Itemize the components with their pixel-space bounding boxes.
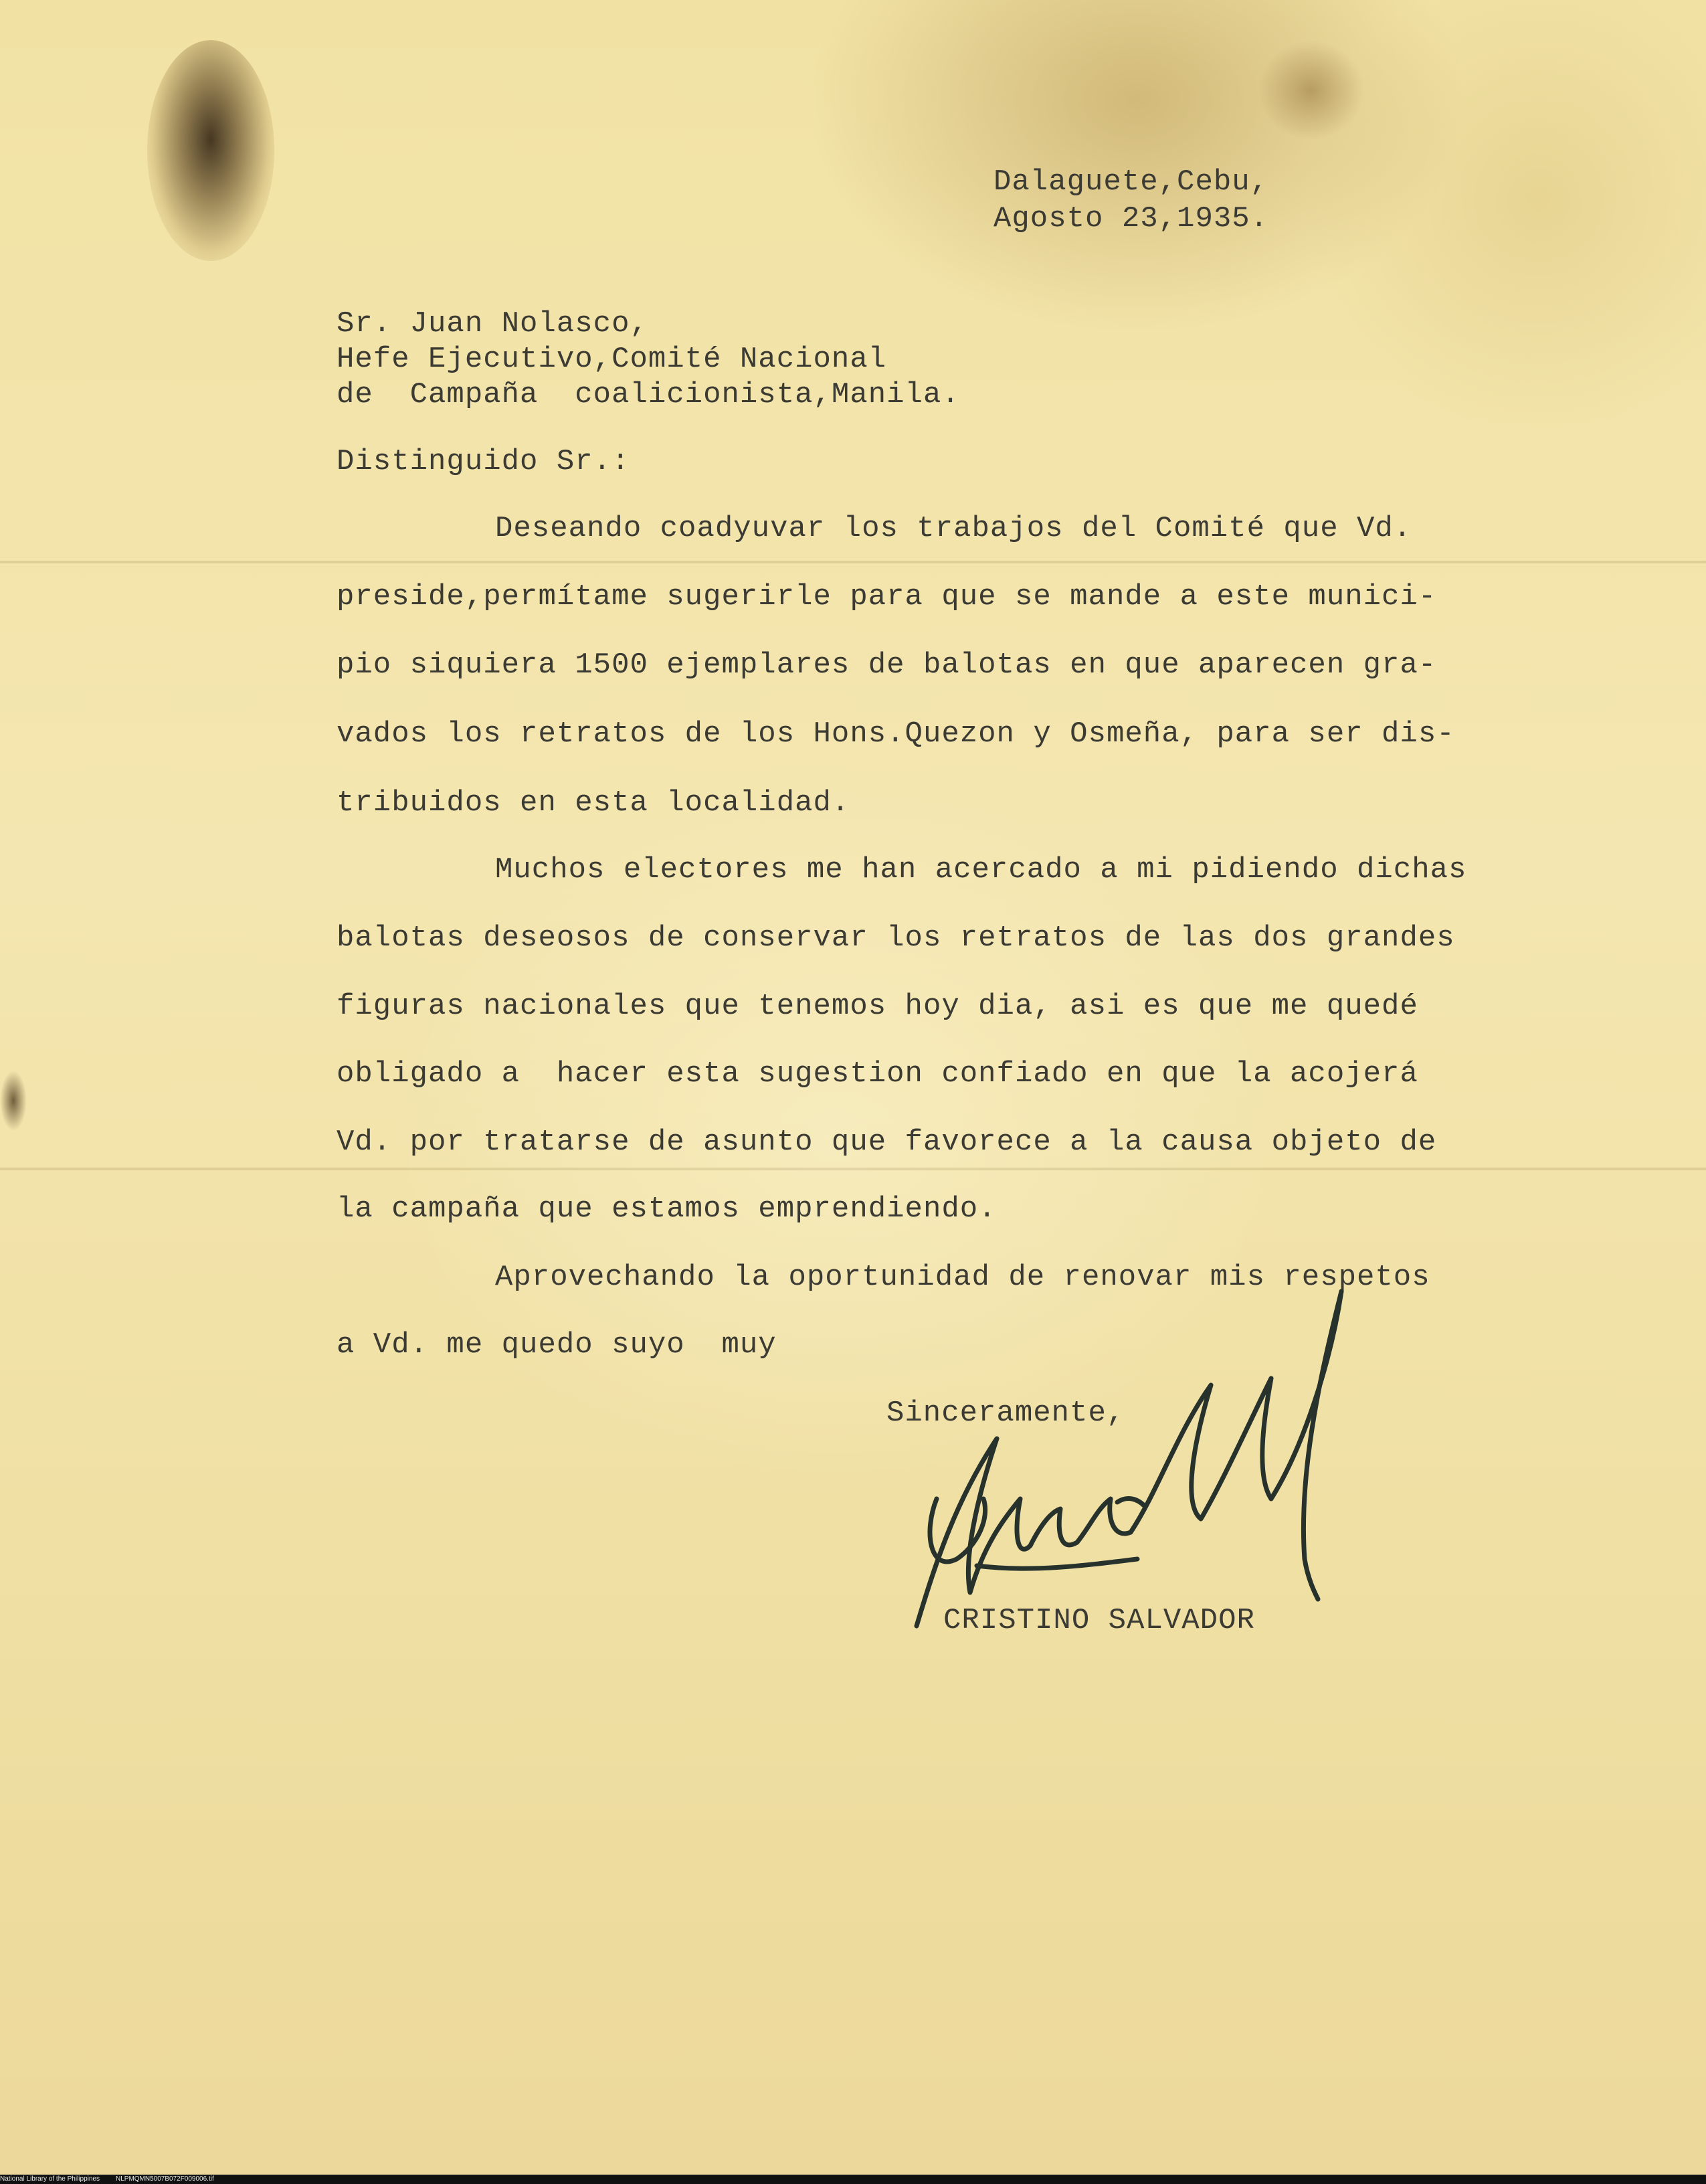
- letter-date: Agosto 23,1935.: [993, 202, 1269, 236]
- salutation: Distinguido Sr.:: [337, 445, 630, 478]
- body-line: balotas deseosos de conservar los retratos de las dos grandes: [337, 921, 1455, 955]
- body-line: pio siquiera 1500 ejemplares de balotas en que aparecen gra-: [337, 648, 1437, 682]
- closing: Sinceramente,: [886, 1396, 1125, 1430]
- footer-institution: National Library of the Philippines: [0, 2175, 100, 2183]
- paper-fold: [0, 561, 1706, 563]
- scan-footer: [0, 2175, 1706, 2184]
- body-line: Aprovechando la oportunidad de renovar mis respetos: [495, 1261, 1430, 1294]
- recipient-line: Hefe Ejecutivo,Comité Nacional: [337, 343, 887, 376]
- footer-file-id: NLPMQMN5007B072F009006.tif: [115, 2175, 214, 2183]
- letter-place: Dalaguete,Cebu,: [993, 165, 1269, 199]
- water-stain: [1258, 40, 1365, 141]
- paper-fold: [0, 1168, 1706, 1170]
- body-line: Muchos electores me han acercado a mi pidiendo dichas: [495, 853, 1467, 887]
- body-line: preside,permítame sugerirle para que se mande a este munici-: [337, 580, 1437, 614]
- body-line: tribuidos en esta localidad.: [337, 786, 850, 820]
- body-line: Deseando coadyuvar los trabajos del Comité que Vd.: [495, 512, 1412, 545]
- body-line: figuras nacionales que tenemos hoy dia, asi es que me quedé: [337, 990, 1418, 1023]
- edge-stain: [0, 1071, 27, 1131]
- recipient-line: Sr. Juan Nolasco,: [337, 307, 648, 341]
- body-line: Vd. por tratarse de asunto que favorece a la causa objeto de: [337, 1125, 1437, 1159]
- body-line: a Vd. me quedo suyo muy: [337, 1328, 777, 1362]
- signer-name: CRISTINO SALVADOR: [943, 1604, 1255, 1637]
- body-line: vados los retratos de los Hons.Quezon y Osmeña, para ser dis-: [337, 717, 1455, 751]
- body-line: la campaña que estamos emprendiendo.: [337, 1192, 997, 1226]
- body-line: obligado a hacer esta sugestion confiado en que la acojerá: [337, 1057, 1418, 1091]
- recipient-line: de Campaña coalicionista,Manila.: [337, 378, 960, 412]
- handwritten-signature: [896, 1278, 1351, 1653]
- ink-stain: [147, 40, 274, 261]
